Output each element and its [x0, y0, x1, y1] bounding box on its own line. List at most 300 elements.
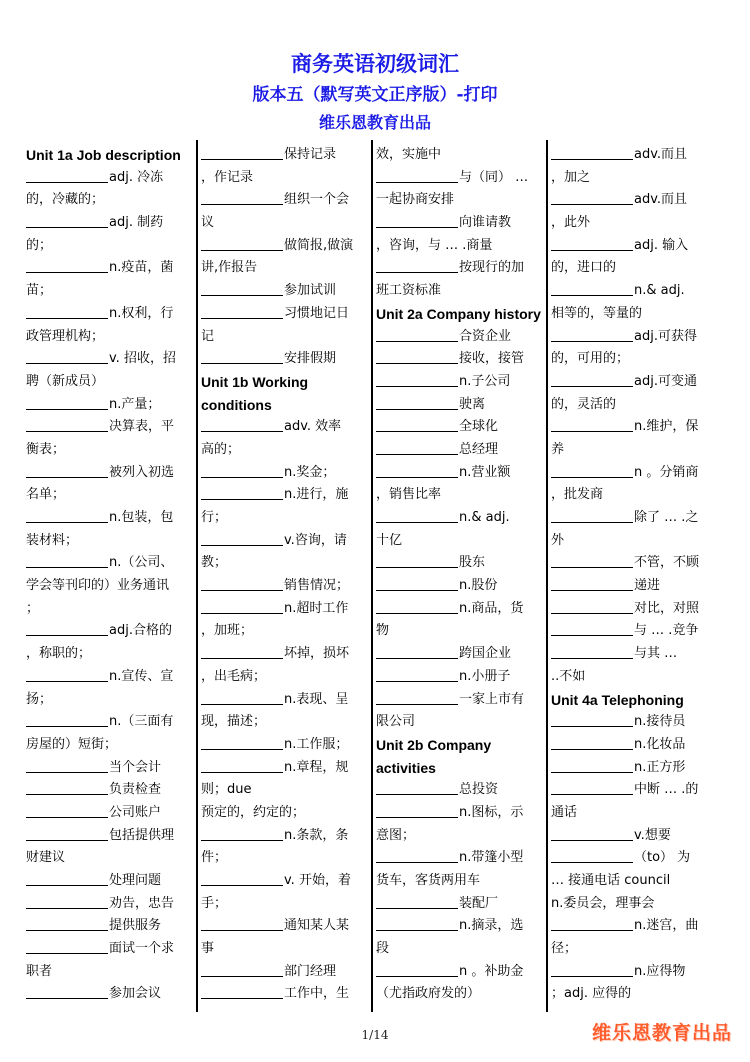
- vocab-text: 总经理: [459, 441, 499, 457]
- vocab-text: 安排假期: [284, 351, 337, 367]
- vocab-text: 则；due: [201, 782, 252, 798]
- vocab-text: （to） 为: [634, 850, 691, 866]
- answer-blank: [376, 576, 458, 591]
- vocab-text: 货车，客货两用车: [376, 873, 481, 888]
- vocab-text: 现，描述；: [201, 714, 267, 730]
- vocab-entry: [551, 711, 720, 734]
- vocab-text: 扬；: [26, 691, 53, 707]
- vocab-text: ，加之: [551, 169, 591, 185]
- vocab-entry: [551, 326, 720, 349]
- answer-blank: [376, 690, 458, 705]
- vocab-entry: [201, 303, 366, 326]
- vocab-continuation: [376, 825, 541, 848]
- vocab-text: n.& adj.: [634, 283, 685, 299]
- vocab-continuation: [201, 212, 366, 235]
- vocab-entry: [551, 825, 720, 848]
- vocab-entry: [376, 462, 541, 485]
- vocab-text: 名单；: [26, 487, 66, 503]
- vocab-entry: [376, 643, 541, 666]
- vocab-text: 负责检查: [109, 782, 162, 798]
- vocab-entry: [376, 212, 541, 235]
- vocab-text: 驶离: [459, 396, 486, 412]
- vocab-entry: [26, 983, 191, 1006]
- answer-blank: [551, 236, 633, 251]
- vocab-text: 被列入初选: [109, 464, 175, 480]
- vocab-entry: [376, 915, 541, 938]
- vocab-text: n.奖金；: [284, 464, 336, 480]
- answer-blank: [551, 463, 633, 478]
- vocab-entry: [376, 507, 541, 530]
- vocab-text: 的，可用的；: [551, 351, 630, 367]
- vocab-text: adv.而且: [634, 192, 688, 208]
- vocab-entry: [201, 235, 366, 258]
- vocab-continuation: [551, 870, 720, 893]
- vocab-continuation: [26, 575, 191, 598]
- answer-blank: [201, 236, 283, 251]
- vocab-entry: [551, 757, 720, 780]
- answer-blank: [201, 304, 283, 319]
- vocab-entry: [26, 303, 191, 326]
- vocab-entry: [201, 961, 366, 984]
- page-number: 1/14: [361, 1028, 389, 1042]
- vocab-entry: [376, 371, 541, 394]
- answer-blank: [551, 916, 633, 931]
- vocab-text: 不管，不顾: [634, 555, 700, 571]
- vocab-continuation: [201, 167, 366, 190]
- vocab-text: n.疫苗，菌: [109, 260, 174, 276]
- vocab-text: 政管理机构；: [26, 328, 105, 344]
- vocab-entry: [376, 257, 541, 280]
- vocab-entry: [26, 552, 191, 575]
- answer-blank: [26, 984, 108, 999]
- answer-blank: [551, 644, 633, 659]
- vocab-entry: [201, 689, 366, 712]
- vocab-text: n.进行，施: [284, 487, 349, 503]
- answer-blank: [551, 848, 633, 863]
- vocab-entry: [26, 915, 191, 938]
- answer-blank: [201, 485, 283, 500]
- vocab-text: 相等的，等量的: [551, 305, 643, 321]
- vocab-entry: [376, 689, 541, 712]
- answer-blank: [26, 168, 108, 183]
- vocab-text: adj. 冷冻: [109, 169, 164, 185]
- vocab-continuation: [201, 439, 366, 462]
- vocab-entry: [26, 893, 191, 916]
- vocab-entry: [551, 779, 720, 802]
- vocab-entry: [376, 598, 541, 621]
- vocab-entry: [376, 847, 541, 870]
- answer-blank: [376, 644, 458, 659]
- vocab-text: 保持记录: [284, 147, 337, 162]
- answer-blank: [376, 916, 458, 931]
- vocab-text: 坏掉，损坏: [284, 646, 350, 662]
- answer-blank: [376, 327, 458, 342]
- vocab-text: n.维护，保: [634, 419, 699, 435]
- vocab-text: ，作记录: [201, 169, 254, 185]
- answer-blank: [376, 894, 458, 909]
- vocab-entry: [551, 915, 720, 938]
- answer-blank: [551, 553, 633, 568]
- vocab-text: v. 招收，招: [109, 351, 176, 367]
- vocab-continuation: [26, 484, 191, 507]
- vocab-entry: [201, 983, 366, 1006]
- vocab-text: 参加试训: [284, 283, 337, 299]
- vocab-text: n.小册子: [459, 668, 511, 684]
- vocab-text: 的，进口的: [551, 260, 617, 276]
- vocab-entry: [201, 348, 366, 371]
- unit-heading: Unit 1a Job description: [26, 147, 181, 163]
- vocab-text: 十亿: [376, 532, 403, 548]
- answer-blank: [26, 213, 108, 228]
- answer-blank: [201, 281, 283, 296]
- vocab-text: 教；: [201, 555, 228, 571]
- vocab-entry: [551, 961, 720, 984]
- vocab-continuation: [26, 530, 191, 553]
- vocab-continuation: [551, 257, 720, 280]
- vocab-continuation: [376, 484, 541, 507]
- vocab-continuation: [376, 938, 541, 961]
- vocab-continuation: [201, 802, 366, 825]
- vocab-text: 向谁请教: [459, 215, 512, 231]
- vocab-continuation: [376, 530, 541, 553]
- vocab-continuation: [551, 167, 720, 190]
- answer-blank: [201, 417, 283, 432]
- vocab-text: 记: [201, 328, 215, 344]
- vocab-entry: [551, 598, 720, 621]
- vocab-entry: [26, 779, 191, 802]
- publisher-watermark: 维乐恩教育出品: [591, 1022, 732, 1044]
- vocab-entry: [26, 711, 191, 734]
- answer-blank: [201, 145, 283, 160]
- vocab-text: ，销售比率: [376, 487, 442, 503]
- vocab-entry: [201, 416, 366, 439]
- answer-blank: [201, 826, 283, 841]
- vocab-text: n.正方形: [634, 759, 686, 775]
- vocab-continuation: [26, 734, 191, 757]
- vocab-text: n.化妆品: [634, 736, 686, 752]
- vocab-continuation: [201, 552, 366, 575]
- vocab-entry: [376, 961, 541, 984]
- vocab-text: 部门经理: [284, 963, 337, 979]
- vocab-text: 组织一个会: [284, 192, 350, 208]
- answer-blank: [376, 440, 458, 455]
- vocab-text: ，咨询，与 … .商量: [376, 237, 493, 253]
- vocab-entry: [376, 666, 541, 689]
- answer-blank: [376, 803, 458, 818]
- vocab-entry: [201, 189, 366, 212]
- vocab-text: 中断 … .的: [634, 782, 699, 798]
- unit-heading: Unit 4a Telephoning: [551, 691, 684, 708]
- vocab-text: 手；: [201, 895, 228, 911]
- vocab-entry: [26, 757, 191, 780]
- vocab-entry: [201, 575, 366, 598]
- answer-blank: [201, 599, 283, 614]
- vocab-continuation: [26, 439, 191, 462]
- vocab-text: 讲,作报告: [201, 260, 258, 276]
- vocab-text: n.条款，条: [284, 827, 349, 843]
- vocab-continuation: [26, 643, 191, 666]
- vocab-continuation: [376, 235, 541, 258]
- vocab-entry: [201, 757, 366, 780]
- vocab-text: 聘（新成员）: [26, 373, 105, 389]
- vocab-text: 的，灵活的: [551, 396, 617, 412]
- vocab-entry: [26, 257, 191, 280]
- vocab-column-4: [547, 144, 725, 1014]
- answer-blank: [26, 939, 108, 954]
- vocab-continuation: [26, 280, 191, 303]
- vocab-text: ，加班；: [201, 623, 254, 639]
- answer-blank: [26, 712, 108, 727]
- answer-blank: [26, 803, 108, 818]
- vocab-text: n.包装，包: [109, 510, 174, 525]
- vocab-text: adj.可变通: [634, 373, 697, 389]
- answer-blank: [376, 349, 458, 364]
- vocab-text: n.应得物: [634, 963, 686, 979]
- vocab-text: 财建议: [26, 850, 66, 866]
- vocab-text: 销售情况；: [284, 578, 350, 594]
- answer-blank: [26, 349, 108, 364]
- vocab-entry: [551, 552, 720, 575]
- vocab-text: n 。分销商: [634, 464, 699, 480]
- vocab-entry: [551, 280, 720, 303]
- vocab-text: ，出毛病；: [201, 668, 267, 684]
- answer-blank: [26, 826, 108, 841]
- vocab-text: adj. 制药: [109, 215, 164, 231]
- answer-blank: [201, 531, 283, 546]
- unit-heading: activities: [376, 759, 436, 776]
- vocab-text: n.权利，行: [109, 305, 174, 321]
- vocab-continuation: [376, 280, 541, 303]
- vocab-entry: [376, 394, 541, 417]
- vocab-text: 预定的，约定的；: [201, 804, 306, 820]
- vocab-text: n.摘录，选: [459, 918, 524, 934]
- answer-blank: [26, 758, 108, 773]
- vocab-text: n.带篷小型: [459, 850, 524, 866]
- vocab-continuation: [201, 620, 366, 643]
- vocab-entry: [26, 167, 191, 190]
- vocab-continuation: [26, 326, 191, 349]
- answer-blank: [551, 712, 633, 727]
- vocab-continuation: [201, 711, 366, 734]
- answer-blank: [551, 826, 633, 841]
- vocab-continuation: [376, 870, 541, 893]
- vocab-text: adj.合格的: [109, 623, 172, 639]
- vocab-text: 衡表；: [26, 441, 66, 457]
- vocab-entry: [551, 575, 720, 598]
- vocab-text: adj.可获得: [634, 328, 697, 344]
- answer-blank: [376, 168, 458, 183]
- vocab-text: ，此外: [551, 215, 591, 231]
- vocab-text: 议: [201, 215, 215, 231]
- answer-blank: [551, 962, 633, 977]
- vocab-continuation: [551, 303, 720, 326]
- vocab-text: 接收，接管: [459, 351, 525, 367]
- vocab-text: n.商品，货: [459, 600, 524, 616]
- vocab-entry: [376, 575, 541, 598]
- answer-blank: [376, 508, 458, 523]
- vocab-text: 件；: [201, 850, 228, 866]
- vocab-text: 限公司: [376, 714, 416, 730]
- vocab-continuation: [201, 326, 366, 349]
- vocab-text: adv. 效率: [284, 419, 342, 435]
- vocab-text: n.接待员: [634, 714, 686, 730]
- vocab-text: 工作中，生: [284, 986, 350, 1002]
- answer-blank: [26, 667, 108, 682]
- vocab-text: 苗；: [26, 283, 53, 299]
- vocab-text: n.股份: [459, 578, 498, 594]
- vocab-continuation: [201, 666, 366, 689]
- vocab-text: 行；: [201, 510, 228, 525]
- answer-blank: [26, 871, 108, 886]
- answer-blank: [201, 576, 283, 591]
- answer-blank: [201, 690, 283, 705]
- vocab-text: ，批发商: [551, 487, 604, 503]
- document-subtitle: 版本五（默写英文正序版）-打印: [252, 85, 498, 105]
- answer-blank: [26, 395, 108, 410]
- vocab-entry: [201, 870, 366, 893]
- vocab-continuation: [26, 371, 191, 394]
- vocab-entry: [201, 462, 366, 485]
- answer-blank: [201, 463, 283, 478]
- vocab-entry: [551, 507, 720, 530]
- vocab-entry: [26, 507, 191, 530]
- answer-blank: [26, 463, 108, 478]
- vocab-text: ..不如: [551, 668, 586, 684]
- vocab-text: n.表现、呈: [284, 691, 349, 707]
- vocab-text: 职者: [26, 963, 53, 979]
- answer-blank: [376, 395, 458, 410]
- vocab-entry: [551, 416, 720, 439]
- vocab-continuation: [376, 983, 541, 1006]
- vocab-continuation: [376, 620, 541, 643]
- vocab-text: n.章程，规: [284, 759, 349, 775]
- unit-heading: Unit 2b Company: [376, 736, 492, 753]
- vocab-text: 装材料；: [26, 532, 79, 548]
- vocab-text: 处理问题: [109, 873, 162, 888]
- vocab-continuation: [26, 847, 191, 870]
- answer-blank: [551, 372, 633, 387]
- vocab-continuation: [201, 938, 366, 961]
- vocab-continuation: [201, 257, 366, 280]
- vocab-text: 决算表，平: [109, 419, 175, 435]
- vocab-text: 一家上市有: [459, 691, 525, 707]
- vocab-text: 装配厂: [459, 895, 499, 911]
- vocab-text: n.宣传、宣: [109, 668, 174, 684]
- vocab-text: 班工资标准: [376, 283, 442, 299]
- answer-blank: [26, 417, 108, 432]
- vocab-entry: [26, 620, 191, 643]
- vocab-entry: [26, 870, 191, 893]
- answer-blank: [551, 780, 633, 795]
- vocab-text: 与其 …: [634, 646, 678, 662]
- vocab-entry: [551, 643, 720, 666]
- vocab-text: ，称职的；: [26, 646, 92, 662]
- vocab-text: 习惯地记日: [284, 305, 350, 321]
- answer-blank: [551, 576, 633, 591]
- vocab-continuation: [201, 847, 366, 870]
- vocab-text: 递进: [634, 578, 661, 594]
- vocab-text: n.& adj.: [459, 510, 510, 525]
- vocab-continuation: [551, 666, 720, 689]
- answer-blank: [551, 417, 633, 432]
- vocab-text: 与（同） …: [459, 169, 529, 185]
- vocab-text: 通知某人某: [284, 918, 350, 934]
- vocab-entry: [26, 666, 191, 689]
- vocab-entry: [376, 167, 541, 190]
- answer-blank: [26, 508, 108, 523]
- vocab-entry: [201, 530, 366, 553]
- vocab-text: ；adj. 应得的: [551, 986, 632, 1002]
- vocab-text: n.营业额: [459, 464, 511, 480]
- vocab-entry: [26, 825, 191, 848]
- vocab-text: 的；: [26, 237, 53, 253]
- answer-blank: [376, 962, 458, 977]
- vocab-text: 意图；: [376, 827, 416, 843]
- vocab-text: … 接通电话 council: [551, 873, 671, 888]
- answer-blank: [26, 780, 108, 795]
- vocab-entry: [376, 439, 541, 462]
- vocab-continuation: [551, 484, 720, 507]
- vocab-entry: [551, 144, 720, 167]
- vocab-text: n.子公司: [459, 373, 511, 389]
- vocab-entry: [201, 598, 366, 621]
- answer-blank: [376, 667, 458, 682]
- vocab-text: n 。补助金: [459, 963, 524, 979]
- vocab-entry: [26, 938, 191, 961]
- vocab-text: v. 开始，着: [284, 873, 351, 888]
- vocab-continuation: [201, 779, 366, 802]
- vocab-text: 高的；: [201, 441, 241, 457]
- vocab-entry: [376, 416, 541, 439]
- answer-blank: [551, 758, 633, 773]
- vocab-continuation: [201, 893, 366, 916]
- answer-blank: [26, 258, 108, 273]
- vocab-entry: [376, 552, 541, 575]
- answer-blank: [376, 258, 458, 273]
- vocab-text: 全球化: [459, 419, 499, 435]
- vocab-continuation: [551, 938, 720, 961]
- vocab-text: 做简报,做演: [284, 237, 354, 253]
- vocab-text: n.迷宫，曲: [634, 918, 699, 934]
- vocab-text: n.（公司、: [109, 555, 174, 571]
- answer-blank: [551, 621, 633, 636]
- vocab-text: 参加会议: [109, 986, 162, 1002]
- vocab-text: 径；: [551, 941, 578, 957]
- vocab-text: n.产量；: [109, 396, 161, 412]
- vocab-text: 跨国企业: [459, 646, 512, 662]
- answer-blank: [551, 735, 633, 750]
- vocab-text: 外: [551, 532, 565, 548]
- vocab-text: 的，冷藏的；: [26, 192, 105, 208]
- answer-blank: [376, 780, 458, 795]
- vocab-text: n.（三面有: [109, 714, 174, 730]
- document-publisher: 维乐恩教育出品: [318, 113, 431, 132]
- vocab-column-1: [22, 144, 196, 1014]
- vocab-entry: [551, 371, 720, 394]
- vocab-text: n.委员会，理事会: [551, 895, 655, 911]
- vocab-text: 包括提供理: [109, 827, 175, 843]
- vocab-text: 对比，对照: [634, 600, 700, 616]
- vocab-entry: [551, 620, 720, 643]
- vocab-text: n.超时工作: [284, 600, 349, 616]
- vocab-text: 物: [376, 623, 390, 639]
- vocab-continuation: [26, 689, 191, 712]
- answer-blank: [376, 213, 458, 228]
- vocab-text: 段: [376, 941, 390, 957]
- vocab-text: 提供服务: [109, 918, 162, 934]
- answer-blank: [201, 349, 283, 364]
- answer-blank: [376, 599, 458, 614]
